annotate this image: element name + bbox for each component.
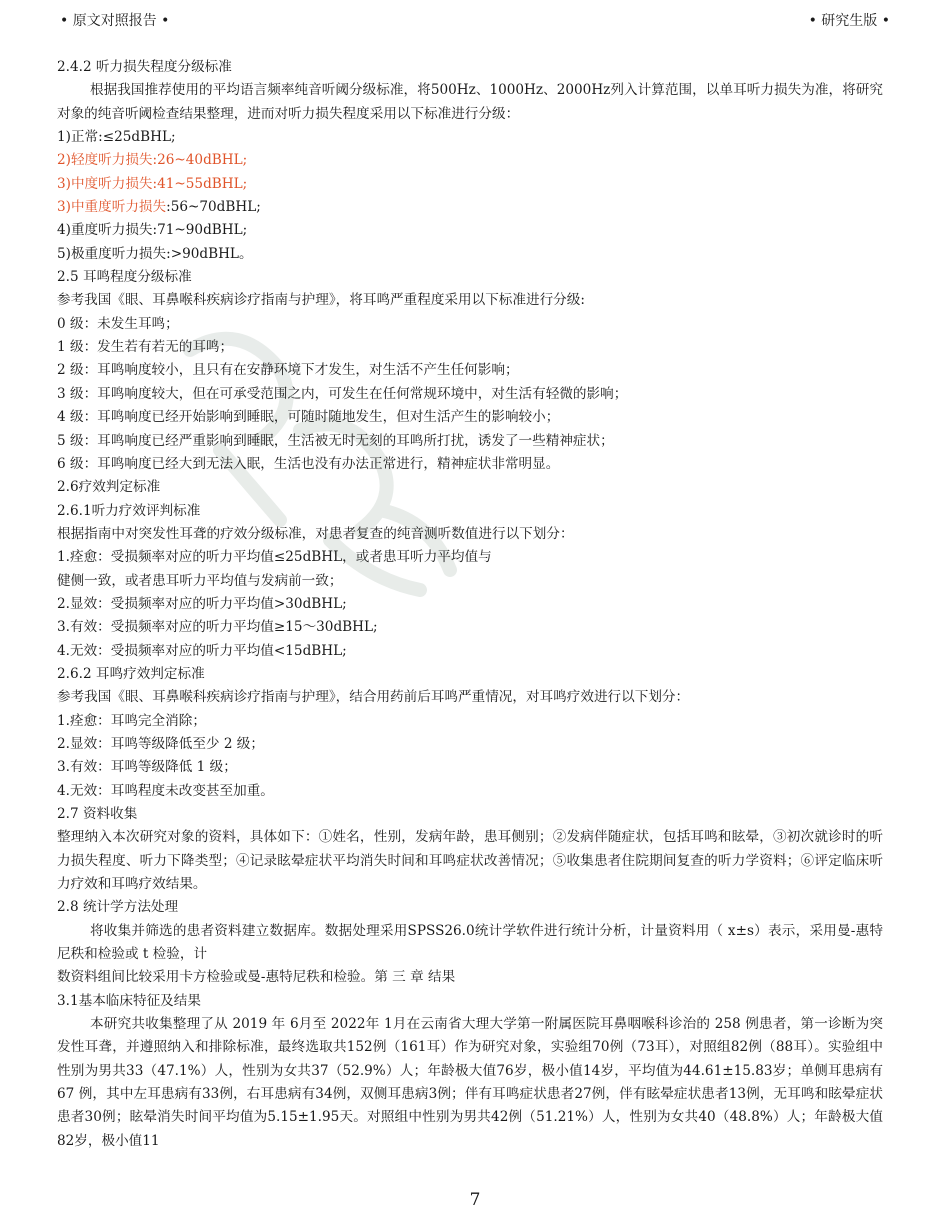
hearing-efficacy-marked: 2.显效：受损频率对应的听力平均值>30dBHL; [57,595,347,612]
list-item-moderately-severe-loss [57,196,883,219]
paragraph-hearing-efficacy-intro: 根据指南中对突发性耳聋的疗效分级标准，对患者复查的纯音测听数值进行以下划分： [57,525,574,542]
list-item-profound-loss: 5)极重度听力损失:>90dBHL。 [57,245,253,262]
paragraph-tinnitus-efficacy-intro: 参考我国《眼、耳鼻喉科疾病诊疗指南与护理》，结合用药前后耳鸣严重情况，对耳鸣疗效进行以下划分： [57,689,690,706]
list-item-severe-loss: 4)重度听力损失:71~90dBHL; [57,222,248,239]
section-heading-2-5: 2.5 耳鸣程度分级标准 [57,269,192,286]
section-heading-2-6-2: 2.6.2 耳鸣疗效判定标准 [57,665,205,682]
section-heading-2-6-1: 2.6.1听力疗效评判标准 [57,502,201,519]
header-edition-label: • 研究生版 • [808,13,890,29]
document-body [57,56,883,1153]
section-heading-2-4-2: 2.4.2 听力损失程度分级标准 [57,59,232,75]
hearing-efficacy-cured: 1.痊愈：受损频率对应的听力平均值≤25dBHL，或者患耳听力平均值与 [57,549,492,566]
highlighted-text: 3)中重度听力损失 [57,199,167,216]
page-number: 7 [469,1190,481,1210]
header-report-title: • 原文对照报告 • [60,13,170,29]
hearing-efficacy-effective: 3.有效：受损频率对应的听力平均值≥15～30dBHL; [57,619,378,636]
tinnitus-grade-1: 1 级：发生若有若无的耳鸣； [57,339,234,356]
tinnitus-efficacy-effective: 3.有效：耳鸣等级降低 1 级； [57,759,237,776]
paragraph-tinnitus-intro: 参考我国《眼、耳鼻喉科疾病诊疗指南与护理》，将耳鸣严重程度采用以下标准进行分级: [57,292,585,309]
tinnitus-efficacy-cured: 1.痊愈：耳鸣完全消除； [57,712,206,729]
paragraph-statistics-continued: 数资料组间比较采用卡方检验或曼-惠特尼秩和检验。第 三 章 结果 [57,969,456,986]
list-item-mild-loss: 2)轻度听力损失:26~40dBHL; [57,152,248,169]
list-item-normal: 1)正常:≤25dBHL; [57,129,176,146]
hearing-efficacy-cured-continued: 健侧一致，或者患耳听力平均值与发病前一致； [57,572,343,589]
tinnitus-efficacy-marked: 2.显效：耳鸣等级降低至少 2 级； [57,735,264,752]
tinnitus-grade-4: 4 级：耳鸣响度已经开始影响到睡眠，可随时随地发生，但对生活产生的影响较小； [57,409,560,426]
plain-text: :56~70dBHL; [166,199,261,216]
paragraph-statistics: 将收集并筛选的患者资料建立数据库。数据处理采用SPSS26.0统计学软件进行统计分析，计量资料用（ x±s）表示，采用曼-惠特尼秩和检验或 t 检验，计 [57,922,883,963]
tinnitus-grade-5: 5 级：耳鸣响度已经严重影响到睡眠，生活被无时无刻的耳鸣所打扰，诱发了一些精神症状； [57,432,614,449]
tinnitus-grade-3: 3 级：耳鸣响度较大，但在可承受范围之内，可发生在任何常规环境中，对生活有轻微的影响； [57,385,628,402]
section-heading-2-6: 2.6疗效判定标准 [57,479,161,496]
page-header [60,10,890,30]
list-item-moderate-loss: 3)中度听力损失:41~55dBHL; [57,175,248,192]
paragraph-hearing-loss-intro: 根据我国推荐使用的平均语言频率纯音听阈分级标准，将500Hz、1000Hz、2000Hz列入计算范围，以单耳听力损失为准，将研究对象的纯音听阈检查结果整理，进而对听力损失程度采用以下标准进行分级： [57,82,883,122]
tinnitus-efficacy-ineffective: 4.无效：耳鸣程度未改变甚至加重。 [57,782,274,799]
tinnitus-grade-2: 2 级：耳鸣响度较小，且只有在安静环境下才发生，对生活不产生任何影响； [57,362,519,379]
section-heading-3-1: 3.1基本临床特征及结果 [57,992,201,1009]
tinnitus-grade-6: 6 级：耳鸣响度已经大到无法入眠，生活也没有办法正常进行，精神症状非常明显。 [57,455,560,472]
paragraph-clinical-results: 本研究共收集整理了从 2019 年 6月至 2022年 1月在云南省大理大学第一附属医院耳鼻咽喉科诊治的 258 例患者，第一诊断为突发性耳聋，并遵照纳入和排除标准，最终选取共152例（161耳）作为研究对象，实验组70例（73耳），对照组82例（88耳）。实验组中性别为男共33（47.1%）人，性别为女共37（52.9%）人；年龄极大值76岁，极小值14岁，平均值为44.61±15.83岁；单侧耳患病有 67 例，其中左耳患病有33例，右耳患病有34例，双侧耳患病3例；伴有耳鸣症状患者27例，伴有眩晕症状患者13例，无耳鸣和眩晕症状患者30例；眩晕消失时间平均值为5.15±1.95天。对照组中性别为男共42例（51.21%）人，性别为女共40（48.8%）人；年龄极大值82岁，极小值11 [57,1016,883,1149]
section-heading-2-7: 2.7 资料收集 [57,806,138,822]
tinnitus-grade-0: 0 级：未发生耳鸣； [57,315,179,332]
paragraph-data-collection: 整理纳入本次研究对象的资料，具体如下：①姓名，性别，发病年龄，患耳侧别；②发病伴随症状，包括耳鸣和眩晕，③初次就诊时的听力损失程度、听力下降类型；④记录眩晕症状平均消失时间和耳鸣症状改善情况；⑤收集患者住院期间复查的听力学资料；⑥评定临床听力疗效和耳鸣疗效结果。 [57,829,883,893]
hearing-efficacy-ineffective: 4.无效：受损频率对应的听力平均值<15dBHL; [57,642,347,659]
section-heading-2-8: 2.8 统计学方法处理 [57,899,179,916]
